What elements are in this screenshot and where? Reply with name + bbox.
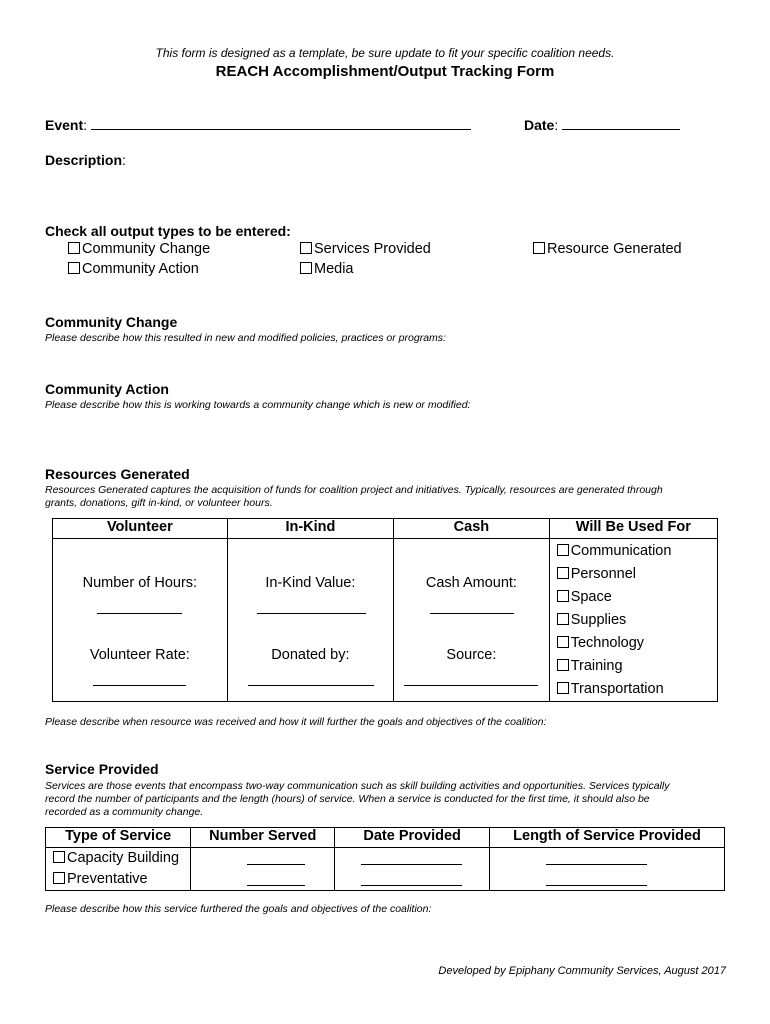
- page-title: REACH Accomplishment/Output Tracking Form: [215, 63, 555, 80]
- checkbox-icon[interactable]: [68, 262, 80, 274]
- date-provided-input-line-2[interactable]: [361, 873, 462, 886]
- use-transportation[interactable]: Transportation: [557, 678, 717, 701]
- checkbox-icon[interactable]: [68, 242, 80, 254]
- output-types-heading: Check all output types to be entered:: [45, 223, 291, 239]
- resources-title: Resources Generated: [45, 466, 190, 482]
- volunteer-rate-label: Volunteer Rate:: [89, 647, 190, 663]
- cash-amount-input-line[interactable]: [430, 613, 514, 614]
- date-field: Date:: [524, 117, 680, 133]
- event-input-line[interactable]: [91, 117, 471, 130]
- use-communication[interactable]: Communication: [557, 540, 717, 563]
- length-input-line-1[interactable]: [546, 852, 647, 865]
- column-header-type-of-service: Type of Service: [46, 828, 191, 848]
- column-header-cash: Cash: [394, 519, 550, 539]
- cash-cell: [394, 539, 550, 702]
- column-header-date-provided: Date Provided: [335, 828, 490, 848]
- description-field: Description:: [45, 152, 126, 168]
- checkbox-icon[interactable]: [557, 636, 569, 648]
- number-served-input-line-1[interactable]: [247, 852, 305, 865]
- option-community-action[interactable]: Community Action: [68, 261, 199, 277]
- checkbox-icon[interactable]: [53, 851, 65, 863]
- option-community-change[interactable]: Community Change: [68, 241, 210, 257]
- in-kind-value-input-line[interactable]: [257, 613, 366, 614]
- use-technology[interactable]: Technology: [557, 632, 717, 655]
- service-prompt-line3: recorded as a community change.: [45, 806, 204, 818]
- number-served-input-line-2[interactable]: [247, 873, 305, 886]
- service-title: Service Provided: [45, 761, 159, 777]
- service-followup-prompt: Please describe how this service furthered the goals and objectives of the coalition:: [45, 903, 432, 915]
- community-change-title: Community Change: [45, 314, 178, 330]
- number-served-cell: [191, 848, 335, 891]
- community-action-prompt: Please describe how this is working towards a community change which is new or modified:: [45, 399, 471, 411]
- option-resource-generated[interactable]: Resource Generated: [533, 241, 682, 257]
- donated-by-label: Donated by:: [271, 647, 350, 663]
- use-training[interactable]: Training: [557, 655, 717, 678]
- checkbox-icon[interactable]: [300, 262, 312, 274]
- in-kind-cell: [227, 539, 393, 702]
- event-label: Event: [45, 117, 84, 133]
- length-input-line-2[interactable]: [546, 873, 647, 886]
- length-of-service-cell: [490, 848, 725, 891]
- rate-input-line[interactable]: [93, 685, 186, 686]
- community-action-title: Community Action: [45, 381, 169, 397]
- resources-prompt-line2: grants, donations, gift in-kind, or volunteer hours.: [45, 497, 273, 509]
- service-prompt-line2: record the number of participants and the length (hours) of service. When a service is conducted for the first time, it should also be: [45, 793, 650, 805]
- column-header-length-of-service: Length of Service Provided: [490, 828, 725, 848]
- checkbox-icon[interactable]: [53, 872, 65, 884]
- type-preventative[interactable]: Preventative: [53, 869, 190, 890]
- option-media[interactable]: Media: [300, 261, 354, 277]
- hours-input-line[interactable]: [97, 613, 182, 614]
- use-supplies[interactable]: Supplies: [557, 609, 717, 632]
- use-personnel[interactable]: Personnel: [557, 563, 717, 586]
- source-label: Source:: [446, 647, 497, 663]
- checkbox-icon[interactable]: [557, 613, 569, 625]
- checkbox-icon[interactable]: [557, 590, 569, 602]
- column-header-volunteer: Volunteer: [53, 519, 228, 539]
- event-field: Event:: [45, 117, 471, 133]
- volunteer-cell: [53, 539, 228, 702]
- date-label: Date: [524, 117, 555, 133]
- donated-by-input-line[interactable]: [248, 685, 374, 686]
- cash-amount-label: Cash Amount:: [425, 575, 517, 591]
- date-provided-input-line-1[interactable]: [361, 852, 462, 865]
- number-of-hours-label: Number of Hours:: [82, 575, 198, 591]
- checkbox-icon[interactable]: [557, 682, 569, 694]
- description-label: Description: [45, 152, 123, 168]
- date-input-line[interactable]: [562, 117, 680, 130]
- checkbox-icon[interactable]: [557, 567, 569, 579]
- use-space[interactable]: Space: [557, 586, 717, 609]
- in-kind-value-label: In-Kind Value:: [265, 575, 356, 591]
- checkbox-icon[interactable]: [533, 242, 545, 254]
- option-services-provided[interactable]: Services Provided: [300, 241, 431, 257]
- column-header-will-be-used-for: Will Be Used For: [549, 519, 717, 539]
- service-prompt-line1: Services are those events that encompass two-way communication such as skill building activities and opportunities. Services typically: [45, 780, 670, 792]
- type-capacity-building[interactable]: Capacity Building: [53, 848, 190, 869]
- service-table: [45, 827, 725, 891]
- date-provided-cell: [335, 848, 490, 891]
- resources-table: [52, 518, 718, 702]
- uses-cell: [549, 539, 717, 702]
- checkbox-icon[interactable]: [300, 242, 312, 254]
- resources-prompt-line1: Resources Generated captures the acquisition of funds for coalition project and initiatives. Typically, resources are generated through: [45, 484, 663, 496]
- checkbox-icon[interactable]: [557, 544, 569, 556]
- footer-credit: Developed by Epiphany Community Services, August 2017: [438, 965, 726, 977]
- source-input-line[interactable]: [404, 685, 538, 686]
- community-change-prompt: Please describe how this resulted in new and modified policies, practices or programs:: [45, 332, 446, 344]
- checkbox-icon[interactable]: [557, 659, 569, 671]
- resources-followup-prompt: Please describe when resource was received and how it will further the goals and objectives of the coalition:: [45, 716, 547, 728]
- type-of-service-cell: [46, 848, 191, 891]
- template-note: This form is designed as a template, be sure update to fit your specific coalition needs.: [155, 46, 615, 60]
- column-header-number-served: Number Served: [191, 828, 335, 848]
- column-header-in-kind: In-Kind: [227, 519, 393, 539]
